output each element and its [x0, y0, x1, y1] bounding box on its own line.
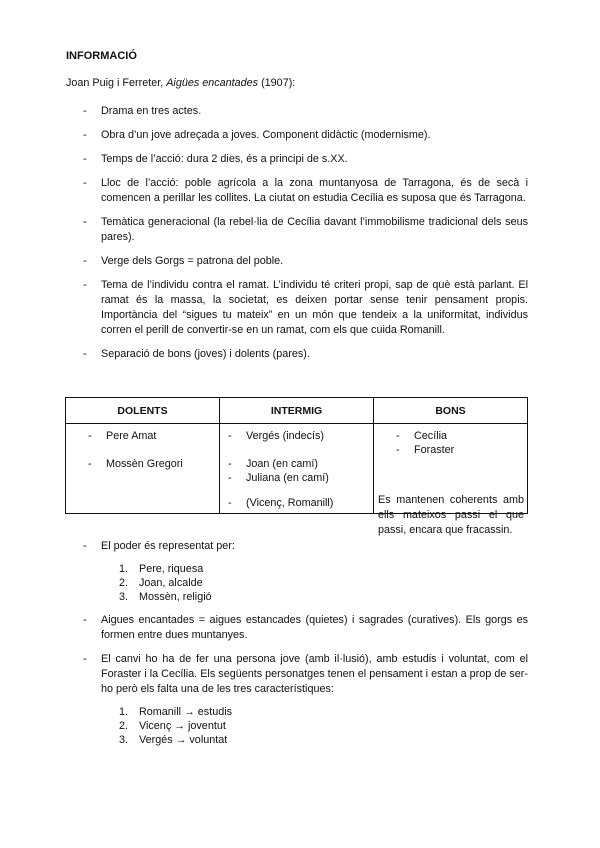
bullet-dash: - [83, 653, 87, 665]
list-item: - Temàtica generacional (la rebel·lia de Cecília davant l’immobilisme tradicional dels seus pares). [83, 216, 528, 243]
document-heading: INFORMACIÓ [66, 50, 137, 62]
list-item [66, 613, 528, 643]
info-bullet-list [66, 104, 528, 371]
summary-bullet-list [66, 539, 528, 756]
bullet-dash: - [83, 105, 87, 117]
poder-text: El poder és representat per: [101, 540, 235, 552]
list-item: 3. Mossèn, religió [119, 591, 212, 603]
list-item: - Temps de l’acció: dura 2 dies, és a principi de s.XX. [83, 153, 348, 165]
table-list-item: - Foraster [396, 444, 455, 456]
intro-author: Joan Puig i Ferreter, [66, 77, 164, 89]
table-list-item: - Joan (en camí) [228, 458, 319, 470]
bullet-dash: - [83, 129, 87, 141]
list-item: 3. Vergés → voluntat [119, 734, 228, 746]
header-bons: BONS [374, 398, 528, 424]
character-table [65, 397, 528, 536]
bullet-dash: - [83, 153, 87, 165]
bons-note: Es mantenen coherents amb ells mateixos passi el que passi, encara que fracassin. [378, 494, 524, 536]
table-list-item: - (Vicenç, Romanill) [228, 497, 334, 509]
intro-work-title: Aigües encantades [166, 77, 259, 89]
list-item: 2. Joan, alcalde [119, 577, 203, 589]
list-item: - Lloc de l’acció: poble agrícola a la zona muntanyosa de Tarragona, és de secà i comencen a perillar les collites. La ciutat on estudia Cecília es suposa que és Tarragona. [83, 177, 528, 204]
bullet-dash: - [83, 255, 87, 267]
header-dolents: DOLENTS [66, 398, 220, 424]
cell-intermig [220, 424, 374, 514]
list-item: - Verge dels Gorgs = patrona del poble. [83, 255, 284, 267]
cell-bons [374, 424, 528, 536]
list-item: - Separació de bons (joves) i dolents (pares). [83, 348, 310, 360]
bullet-dash: - [83, 348, 87, 360]
table-list-item: - Juliana (en camí) [228, 472, 329, 484]
list-item [66, 652, 528, 747]
bullet-dash: - [83, 540, 87, 552]
list-item: 1. Pere, riquesa [119, 563, 204, 575]
list-item: - Obra d’un jove adreçada a joves. Component didàctic (modernisme). [83, 129, 431, 141]
list-item: - Tema de l’individu contra el ramat. L’individu té criteri propi, sap de què està parlant. El ramat és la massa, la societat, es deixen portar sense tenir pensament propis. Importància del “sigues tu mateix” en un món que tendeix a la uniformitat, individus corren el perill de convertir-se en un ramat, com els que cuida Romanill. [83, 279, 528, 336]
bullet-dash: - [83, 177, 87, 189]
intro-line [66, 77, 295, 89]
aigues-text: Aigues encantades = aigues estancades (quietes) i sagrades (curatives). Els gorgs es formen entre dues muntanyes. [101, 614, 528, 641]
table-list-item: - Cecília [396, 430, 448, 442]
intro-year: (1907): [261, 77, 296, 89]
table-list-item: - Vergés (indecís) [228, 430, 325, 442]
cell-dolents [66, 424, 220, 514]
canvi-list [101, 705, 528, 747]
canvi-text: El canvi ho ha de fer una persona jove (amb il·lusió), amb estudis i voluntat, com el Foraster i la Cecília. Els següents personatges tenen el pensament i estan a prop de ser-ho però els falta una de les tres característiques: [101, 653, 528, 695]
list-item: 1. Romanill → estudis [119, 706, 233, 718]
bullet-dash: - [83, 614, 87, 626]
table-list-item: - Pere Amat [88, 430, 157, 442]
table-list-item: - Mossèn Gregori [88, 458, 183, 470]
list-item [66, 539, 528, 604]
bullet-dash: - [83, 279, 87, 291]
list-item: - Drama en tres actes. [83, 105, 202, 117]
header-intermig: INTERMIG [220, 398, 374, 424]
poder-list [101, 562, 528, 604]
list-item: 2. Vicenç → joventut [119, 720, 226, 732]
bullet-dash: - [83, 216, 87, 228]
